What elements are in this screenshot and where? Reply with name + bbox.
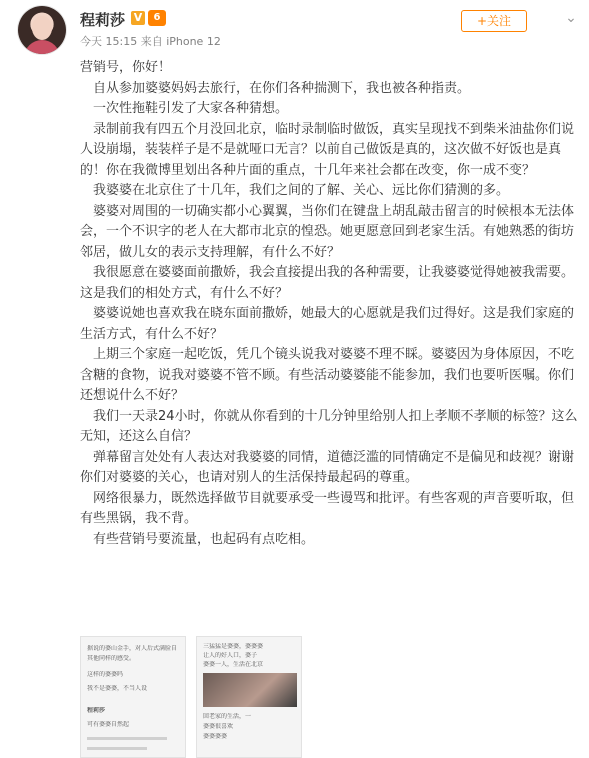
thumb-text: 我不是婆婆，不当人设 — [87, 685, 148, 692]
chevron-down-icon[interactable]: ⌄ — [565, 10, 577, 26]
thumb-text: 婆婆婆婆 — [203, 733, 228, 740]
post-meta: 今天 15:15 来自 iPhone 12 — [80, 35, 221, 48]
post-header — [0, 0, 589, 56]
post-paragraph: 录制前我有四五个月没回北京，临时录制临时做饭，真实呈现找不到柴米油盐你们说人设崩塌，装装样子是不是就哑口无言？以前自己做饭是真的，这次做不好饭也是真的！你在我微博里划出各种片面的重点，十几年来社会都在改变，你一成不变？ — [80, 121, 575, 178]
thumb-text: 回老家的生活，一 — [203, 713, 252, 720]
thumb-text: 程莉莎 — [87, 707, 106, 714]
post-paragraph: 我很愿意在婆婆面前撒娇，我会直接提出我的各种需要，让我婆婆觉得她被我需要。这是我们的相处方式，有什么不好？ — [80, 265, 575, 301]
post-paragraph: 营销号，你好！ — [80, 60, 172, 75]
thumb-text: 婆婆一人，生活在北京 — [203, 661, 264, 668]
thumb-photo — [203, 673, 297, 707]
post-paragraph: 有些营销号要流量，也起码有点吃相。 — [80, 531, 315, 547]
post-paragraph: 自从参加婆婆妈妈去旅行，在你们各种揣测下，我也被各种指责。 — [80, 80, 471, 96]
avatar[interactable] — [18, 6, 66, 54]
verified-badge-icon[interactable]: V — [131, 11, 145, 25]
post-paragraph: 婆婆对周围的一切确实都小心翼翼，当你们在键盘上胡乱敲击留言的时候根本无法体会，一个不识字的老人在大都市北京的惶恐。她更愿意回到老家生活。有她熟悉的街坊邻居，做儿女的表示支持理解，有什么不好？ — [80, 203, 575, 260]
thumb-line — [87, 747, 147, 750]
thumb-text: 三猛猛是婆婆，婆婆婆 — [203, 643, 264, 650]
member-level-badge-icon[interactable]: 6 — [148, 10, 166, 26]
thumb-text: 这样的婆婆吗 — [87, 671, 124, 678]
post-paragraph: 上期三个家庭一起吃饭，凭几个镜头说我对婆婆不理不睬。婆婆因为身体原因，不吃含糖的食物，说我对婆婆不管不顾。有些活动婆婆能不能参加，我们也要听医嘱。你们还想说什么不好？ — [80, 347, 575, 403]
image-attachments — [80, 636, 330, 758]
thumb-text: 婆婆很喜欢 — [203, 723, 234, 730]
user-name[interactable]: 程莉莎 — [80, 11, 126, 29]
thumb-text: 让人的好人口，婆子 — [203, 652, 258, 659]
post-paragraph: 一次性拖鞋引发了大家各种猜想。 — [80, 101, 289, 116]
avatar-shoulders — [24, 40, 60, 54]
avatar-face — [32, 16, 52, 40]
thumb-text: 其他同样的感受。 — [87, 655, 136, 662]
post-body — [80, 58, 578, 550]
thumb-text: 据说的婆山金手，对人后式满脸自 — [87, 645, 178, 652]
post-paragraph: 弹幕留言处处有人表达对我婆婆的同情，道德泛滥的同情确定不是偏见和歧视？谢谢你们对婆婆的关心，也请对别人的生活保持最起码的尊重。 — [80, 449, 575, 485]
thumb-line — [87, 737, 167, 740]
post-paragraph: 网络很暴力，既然选择做节目就要承受一些谩骂和批评。有些客观的声音要听取，但有些黑锅，我不背。 — [80, 490, 575, 526]
post-paragraph: 我婆婆在北京住了十几年，我们之间的了解、关心、远比你们猜测的多。 — [80, 183, 510, 198]
post-paragraph: 我们一天录24小时，你就从你看到的十几分钟里给别人扣上孝顺不孝顺的标签？这么无知，还这么自信？ — [80, 408, 578, 444]
image-thumbnail[interactable] — [80, 636, 186, 758]
follow-button[interactable]: +关注 — [461, 10, 527, 32]
image-thumbnail[interactable] — [196, 636, 302, 758]
thumb-text: 可有婆婆自然起 — [87, 721, 130, 728]
post-paragraph: 婆婆说她也喜欢我在晓东面前撒娇，她最大的心愿就是我们过得好。这是我们家庭的生活方式，有什么不好？ — [80, 306, 575, 342]
